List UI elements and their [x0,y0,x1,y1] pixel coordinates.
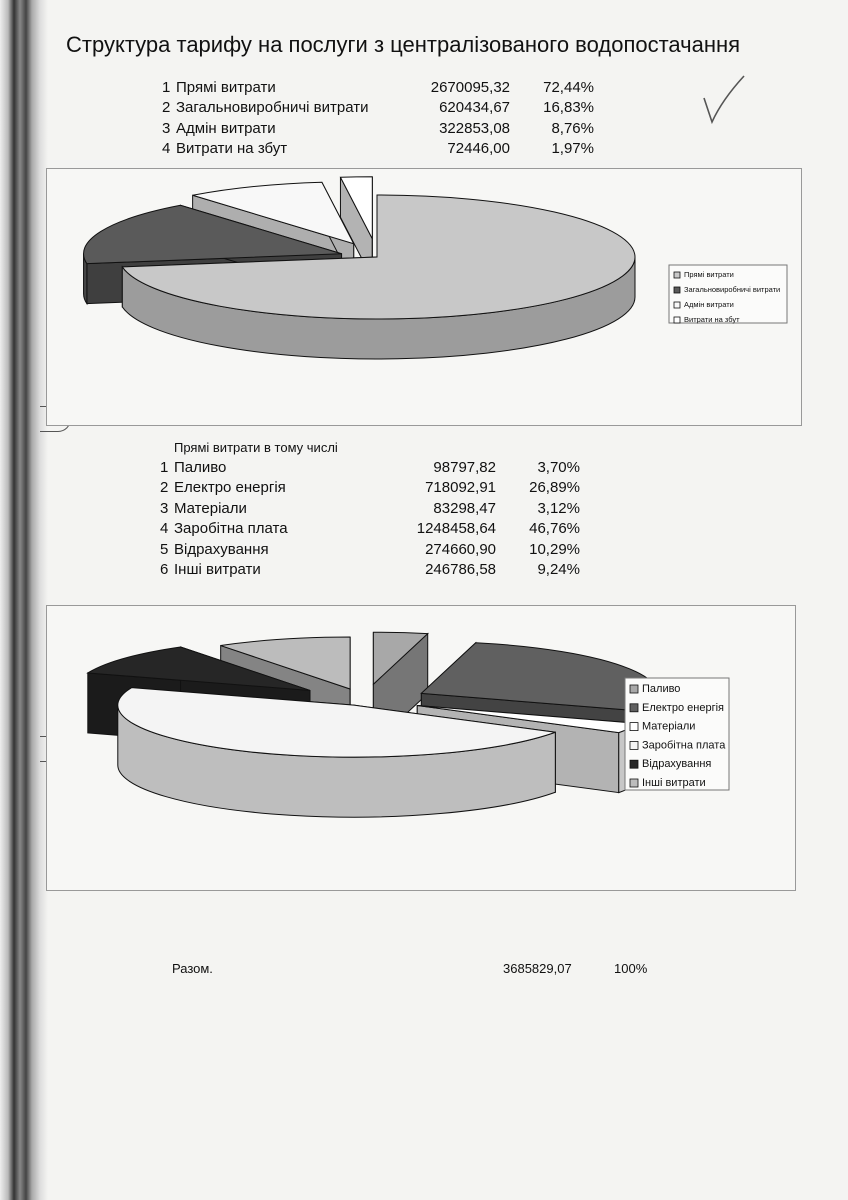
cost-structure-row [162,139,594,160]
row-name: Інші витрати [174,561,261,579]
row-percent: 3,70% [537,458,580,476]
legend-label: Матеріали [642,720,696,733]
row-number: 1 [160,458,169,476]
row-value: 246786,58 [425,561,496,579]
row-name: Матеріали [174,499,247,517]
row-percent: 3,12% [537,499,580,517]
legend-label: Загальновиробничі витрати [684,285,781,294]
row-number: 1 [162,78,171,96]
row-value: 718092,91 [425,479,496,497]
legend-swatch [630,741,638,749]
page-title: Структура тарифу на послуги з централізованого водопостачання [66,32,741,57]
chart-legend [625,678,729,790]
legend-label: Паливо [642,683,681,695]
row-value: 1248458,64 [416,520,496,538]
row-name: Адмін витрати [176,119,276,137]
row-value: 620434,67 [439,99,510,117]
row-percent: 26,89% [529,479,580,497]
row-name: Паливо [174,458,227,476]
total-value: 3685829,07 [503,961,572,976]
cost-structure-chart [46,168,802,426]
direct-costs-row [160,498,580,519]
checkmark-icon [700,70,750,130]
row-percent: 8,76% [551,119,594,137]
row-name: Витрати на збут [176,140,288,158]
row-value: 72446,00 [447,140,510,158]
row-number: 3 [162,119,171,137]
legend-swatch [674,287,680,293]
row-percent: 16,83% [543,99,594,117]
row-value: 274660,90 [425,540,496,558]
row-percent: 1,97% [551,140,594,158]
legend-label: Витрати на збут [684,315,740,324]
total-label: Разом. [172,961,213,976]
legend-label: Прямі витрати [684,270,734,279]
row-value: 98797,82 [433,458,496,476]
row-number: 3 [160,499,169,517]
row-number: 2 [162,99,171,117]
cost-structure-row [162,118,594,139]
cost-structure-table [162,77,594,159]
legend-swatch [630,685,638,693]
row-number: 4 [160,520,169,538]
row-value: 83298,47 [433,499,496,517]
direct-costs-row [160,539,580,560]
total-percent: 100% [614,961,648,976]
direct-costs-row [160,478,580,499]
legend-swatch [674,317,680,323]
legend-swatch [674,302,680,308]
legend-swatch [674,272,680,278]
cost-structure-row [162,98,594,119]
legend-label: Заробітна плата [642,739,726,752]
direct-costs-subtitle: Прямі витрати в тому числі [174,440,338,455]
direct-costs-row [160,457,580,478]
row-name: Заробітна плата [174,520,288,538]
direct-costs-chart [46,605,796,891]
cost-structure-row [162,77,594,98]
row-percent: 9,24% [537,561,580,579]
row-percent: 46,76% [529,520,580,538]
row-name: Електро енергія [174,479,286,497]
legend-label: Електро енергія [642,701,724,714]
legend-swatch [630,779,638,787]
direct-costs-table [160,457,580,580]
row-percent: 10,29% [529,540,580,558]
row-name: Прямі витрати [176,78,276,96]
scan-edge-shadow [0,0,48,1200]
chart-legend [669,265,787,324]
row-number: 2 [160,479,169,497]
direct-costs-row [160,519,580,540]
row-number: 5 [160,540,169,558]
legend-label: Інші витрати [642,777,706,789]
row-number: 4 [162,140,171,158]
row-value: 322853,08 [439,119,510,137]
legend-swatch [630,704,638,712]
legend-label: Відрахування [642,758,712,771]
row-number: 6 [160,561,169,579]
legend-swatch [630,760,638,768]
direct-costs-row [160,560,580,581]
legend-swatch [630,723,638,731]
row-name: Загальновиробничі витрати [176,99,369,117]
row-value: 2670095,32 [430,78,510,96]
row-percent: 72,44% [543,78,594,96]
legend-label: Адмін витрати [684,300,734,309]
row-name: Відрахування [174,540,269,558]
